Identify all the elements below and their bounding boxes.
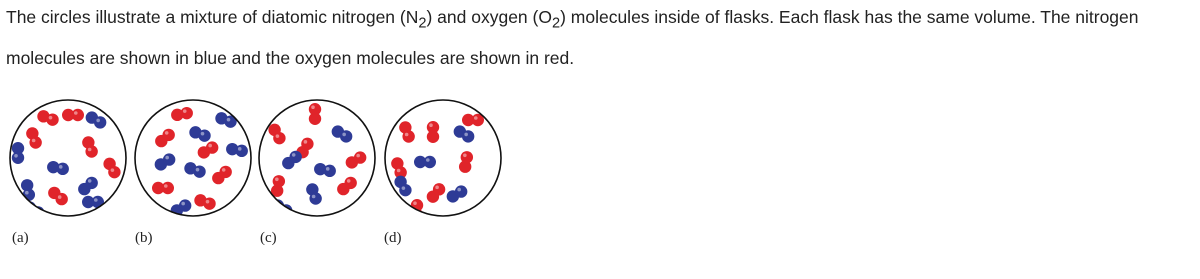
atom-highlight (201, 132, 205, 136)
flask-b-diagram (133, 98, 253, 218)
atom-highlight (275, 177, 279, 181)
flask-c-diagram (257, 98, 377, 218)
atom (273, 132, 285, 144)
atom (24, 201, 36, 213)
atom (198, 129, 210, 141)
atom (46, 113, 58, 125)
oxygen-molecule (82, 136, 98, 157)
nitrogen-molecule (272, 199, 293, 216)
oxygen-molecule (194, 194, 215, 210)
oxygen-molecule (26, 127, 42, 148)
nitrogen-molecule (86, 111, 107, 128)
subscript-o2: 2 (551, 15, 561, 32)
nitrogen-molecule (226, 143, 248, 157)
atom-highlight (32, 139, 36, 143)
atom-highlight (326, 167, 330, 171)
atom-highlight (304, 140, 308, 144)
nitrogen-molecule (414, 156, 436, 168)
atom-highlight (347, 179, 351, 183)
nitrogen-molecule (454, 125, 475, 142)
nitrogen-molecule (47, 161, 69, 175)
atom-highlight (165, 131, 169, 135)
atom (94, 116, 106, 128)
oxygen-molecule (309, 103, 321, 125)
atom (206, 141, 218, 153)
oxygen-molecule (37, 110, 58, 126)
atom (344, 177, 356, 189)
atom-highlight (88, 179, 92, 183)
flasks-figure (0, 88, 1200, 273)
atom-highlight (208, 144, 212, 148)
atom (462, 130, 474, 142)
atom (402, 130, 414, 142)
oxygen-molecule (62, 109, 84, 121)
flask-outline (385, 100, 501, 216)
subscript-n2: 2 (418, 15, 427, 32)
nitrogen-molecule (189, 126, 210, 142)
nitrogen-molecule (282, 151, 302, 170)
atom-highlight (474, 116, 478, 120)
atom (273, 175, 285, 187)
atom-highlight (426, 158, 430, 162)
atom (23, 189, 35, 201)
atom-highlight (413, 201, 417, 205)
oxygen-molecule (103, 158, 120, 179)
oxygen-molecule (212, 166, 232, 185)
oxygen-molecule (346, 151, 367, 168)
atom-highlight (164, 184, 168, 188)
flask-outline (135, 100, 251, 216)
atom-highlight (222, 168, 226, 172)
atom (324, 165, 336, 177)
atom-highlight (25, 191, 29, 195)
atom (433, 183, 445, 195)
oxygen-molecule (391, 157, 407, 178)
atom (57, 163, 69, 175)
nitrogen-molecule (314, 163, 336, 177)
atom (12, 152, 24, 164)
atom (108, 166, 120, 178)
atom-highlight (111, 168, 115, 172)
flask-d-diagram (383, 98, 503, 218)
atom (289, 151, 301, 163)
atom-highlight (34, 209, 38, 213)
nitrogen-molecule (21, 179, 35, 201)
atom (399, 184, 411, 196)
flask-a-label: (a) (12, 230, 29, 246)
atom-highlight (463, 153, 467, 157)
atom (203, 197, 215, 209)
oxygen-molecule (462, 114, 484, 126)
atom-highlight (227, 118, 231, 122)
atom-highlight (59, 165, 63, 169)
atom (236, 145, 248, 157)
oxygen-molecule (337, 177, 357, 196)
atom-highlight (196, 168, 200, 172)
atom (309, 103, 321, 115)
oxygen-molecule (152, 182, 174, 194)
atom-highlight (435, 186, 439, 190)
oxygen-molecule (155, 129, 175, 148)
atom (193, 165, 205, 177)
atom-highlight (397, 169, 401, 173)
atom (309, 192, 321, 204)
atom-highlight (402, 186, 406, 190)
flask-b (133, 98, 253, 218)
flask-a-diagram (8, 98, 128, 218)
flask-d (383, 98, 503, 218)
nitrogen-molecule (155, 153, 176, 170)
atom (219, 166, 231, 178)
atom-highlight (58, 195, 62, 199)
atom (163, 153, 175, 165)
question-part-3: ) molecules inside of flasks. Each flask has the same volume. The nitrogen molecules are shown in blue and the oxygen molecules are shown in red. (6, 7, 1139, 68)
atom-highlight (165, 156, 169, 160)
atom (455, 185, 467, 197)
atom (72, 109, 84, 121)
flask-c-label: (c) (260, 230, 277, 246)
atom-highlight (88, 148, 92, 152)
nitrogen-molecule (332, 125, 353, 142)
question-part-1: The circles illustrate a mixture of diatomic nitrogen (N (6, 7, 419, 27)
nitrogen-molecule (78, 177, 98, 196)
atom-highlight (292, 153, 296, 157)
atom (162, 182, 174, 194)
flask-d-label: (d) (384, 230, 402, 246)
flask-c-molecules (268, 103, 366, 217)
oxygen-molecule (171, 107, 193, 121)
atom-highlight (311, 105, 315, 109)
oxygen-molecule (198, 141, 219, 158)
atom (179, 199, 191, 211)
atom-highlight (356, 154, 360, 158)
atom (162, 129, 174, 141)
atom (461, 151, 473, 163)
atom-highlight (181, 202, 185, 206)
atom (85, 177, 97, 189)
oxygen-molecule (48, 187, 68, 206)
atom-highlight (312, 195, 316, 199)
atom (29, 136, 41, 148)
atom-highlight (464, 133, 468, 137)
flask-a-molecules (12, 109, 121, 219)
atom-highlight (429, 123, 433, 127)
nitrogen-molecule (215, 112, 236, 128)
oxygen-molecule (427, 183, 446, 203)
question-text (6, 0, 1196, 75)
oxygen-molecule (268, 124, 285, 145)
atom (55, 193, 67, 205)
flask-b-label: (b) (135, 230, 153, 246)
atom (92, 196, 104, 208)
atom (427, 121, 439, 133)
atom-highlight (74, 111, 78, 115)
atom-highlight (238, 147, 242, 151)
oxygen-molecule (459, 151, 473, 173)
atom (301, 138, 313, 150)
atom (340, 130, 352, 142)
atom-highlight (14, 154, 18, 158)
atom-highlight (183, 109, 187, 113)
atom-highlight (94, 198, 98, 202)
atom (85, 145, 97, 157)
flask-a (8, 98, 128, 218)
nitrogen-molecule (447, 185, 468, 202)
atom-highlight (206, 200, 210, 204)
atom (424, 156, 436, 168)
nitrogen-molecule (306, 183, 322, 204)
flask-d-molecules (391, 114, 484, 221)
question-part-2: ) and oxygen (O (426, 7, 552, 27)
atom-highlight (405, 133, 409, 137)
atom (354, 151, 366, 163)
atom-highlight (96, 119, 100, 123)
atom-highlight (342, 133, 346, 137)
atom-highlight (457, 188, 461, 192)
oxygen-molecule (399, 121, 415, 142)
nitrogen-molecule (12, 142, 24, 164)
flask-c (257, 98, 377, 218)
nitrogen-molecule (184, 162, 205, 178)
oxygen-molecule (427, 121, 439, 143)
oxygen-molecule (271, 175, 285, 197)
atom-highlight (49, 116, 53, 120)
atom-highlight (276, 134, 280, 138)
atom (181, 107, 193, 119)
